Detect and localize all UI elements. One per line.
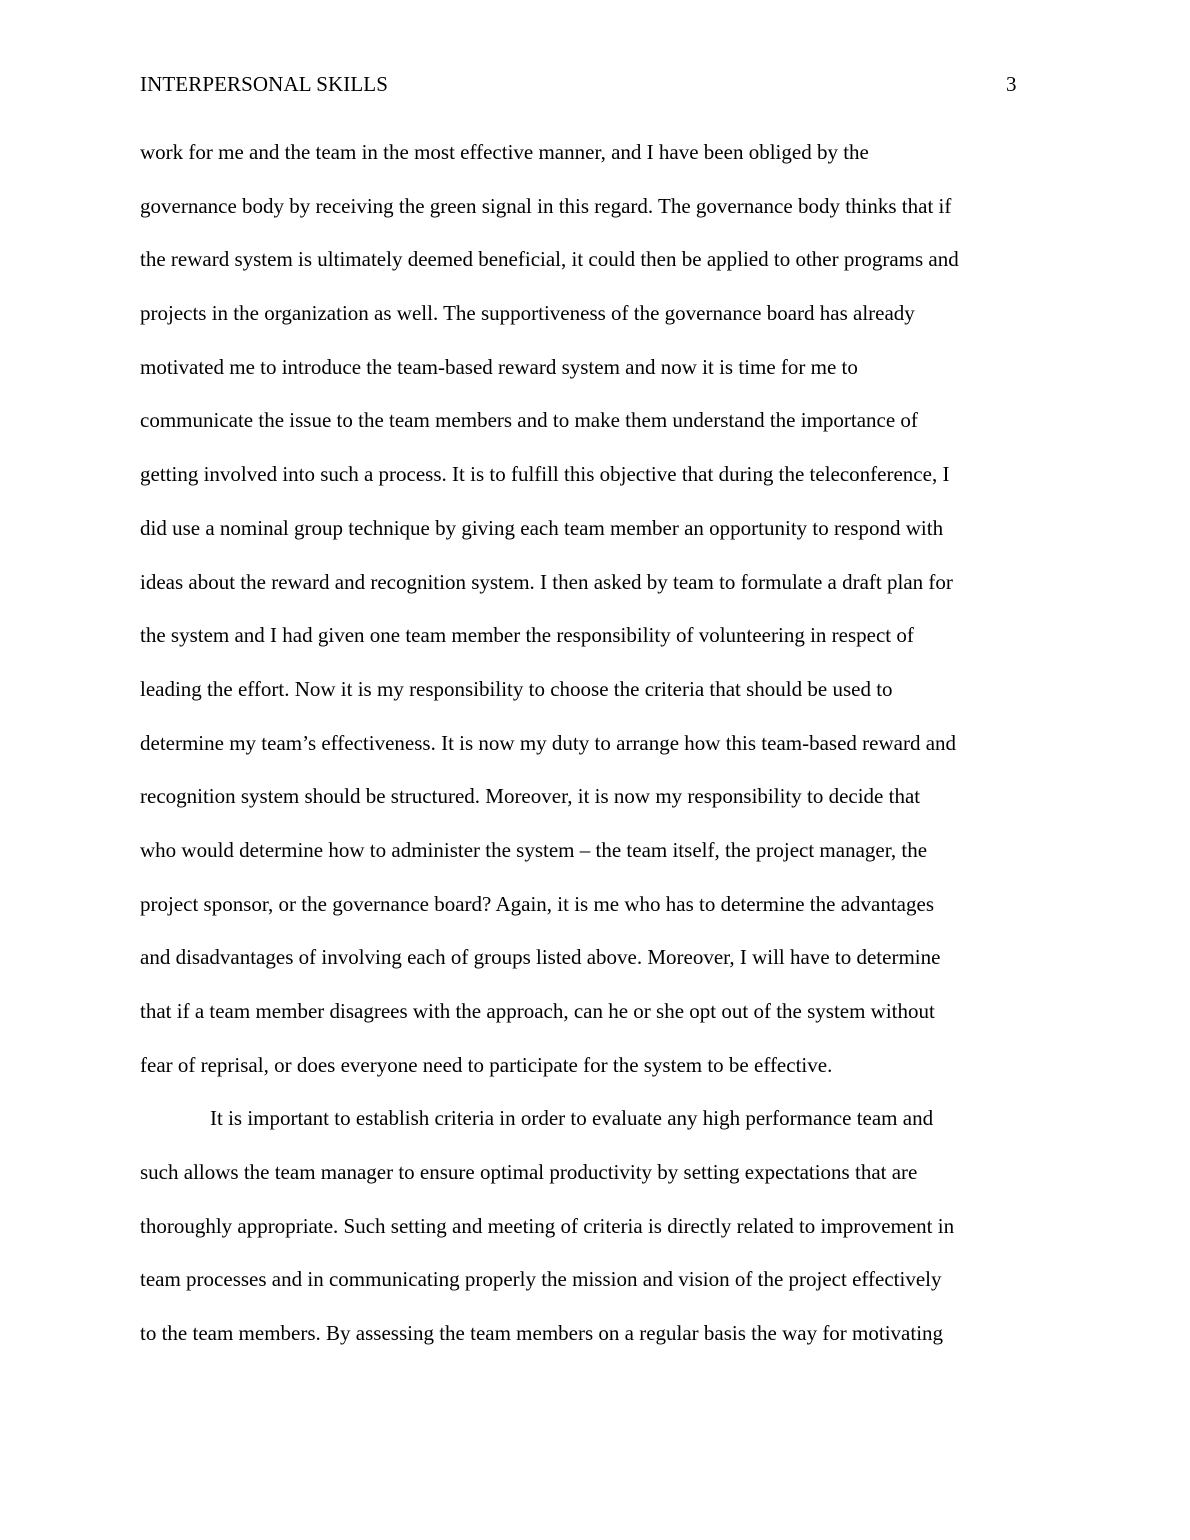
text-line: thoroughly appropriate. Such setting and meeting of criteria is directly related to improvement in [140,1213,955,1238]
text-line: governance body by receiving the green signal in this regard. The governance body thinks that if [140,193,952,218]
text-line: who would determine how to administer the system – the team itself, the project manager, the [140,837,928,862]
text-line: projects in the organization as well. The supportiveness of the governance board has already [140,301,915,326]
document-body [140,126,1060,1361]
text-line: did use a nominal group technique by giving each team member an opportunity to respond with [140,515,944,540]
running-head: INTERPERSONAL SKILLS [140,72,388,96]
text-line: and disadvantages of involving each of groups listed above. Moreover, I will have to determine [140,945,941,970]
page-number: 3 [1006,72,1017,96]
text-line: fear of reprisal, or does everyone need to participate for the system to be effective. [140,1052,833,1077]
text-line: ideas about the reward and recognition system. I then asked by team to formulate a draft plan for [140,569,953,594]
text-line: that if a team member disagrees with the approach, can he or she opt out of the system without [140,999,935,1023]
paragraph-first-line: It is important to establish criteria in order to evaluate any high performance team and [210,1106,934,1131]
text-line: to the team members. By assessing the team members on a regular basis the way for motivating [140,1321,944,1346]
text-line: team processes and in communicating properly the mission and vision of the project effectively [140,1267,942,1292]
text-line: project sponsor, or the governance board? Again, it is me who has to determine the advantages [140,891,935,916]
text-line: the system and I had given one team member the responsibility of volunteering in respect of [140,623,914,648]
text-line: such allows the team manager to ensure optimal productivity by setting expectations that are [140,1160,918,1185]
text-line: motivated me to introduce the team-based reward system and now it is time for me to [140,354,858,379]
text-line: getting involved into such a process. It is to fulfill this objective that during the teleconference, I [140,462,950,487]
text-line: determine my team’s effectiveness. It is now my duty to arrange how this team-based reward and [140,730,957,755]
text-line: leading the effort. Now it is my responsibility to choose the criteria that should be used to [140,676,893,701]
text-line: communicate the issue to the team members and to make them understand the importance of [140,408,918,433]
text-line: the reward system is ultimately deemed beneficial, it could then be applied to other programs and [140,247,959,272]
text-line: recognition system should be structured. Moreover, it is now my responsibility to decide that [140,784,921,809]
text-line: work for me and the team in the most effective manner, and I have been obliged by the [140,140,869,164]
